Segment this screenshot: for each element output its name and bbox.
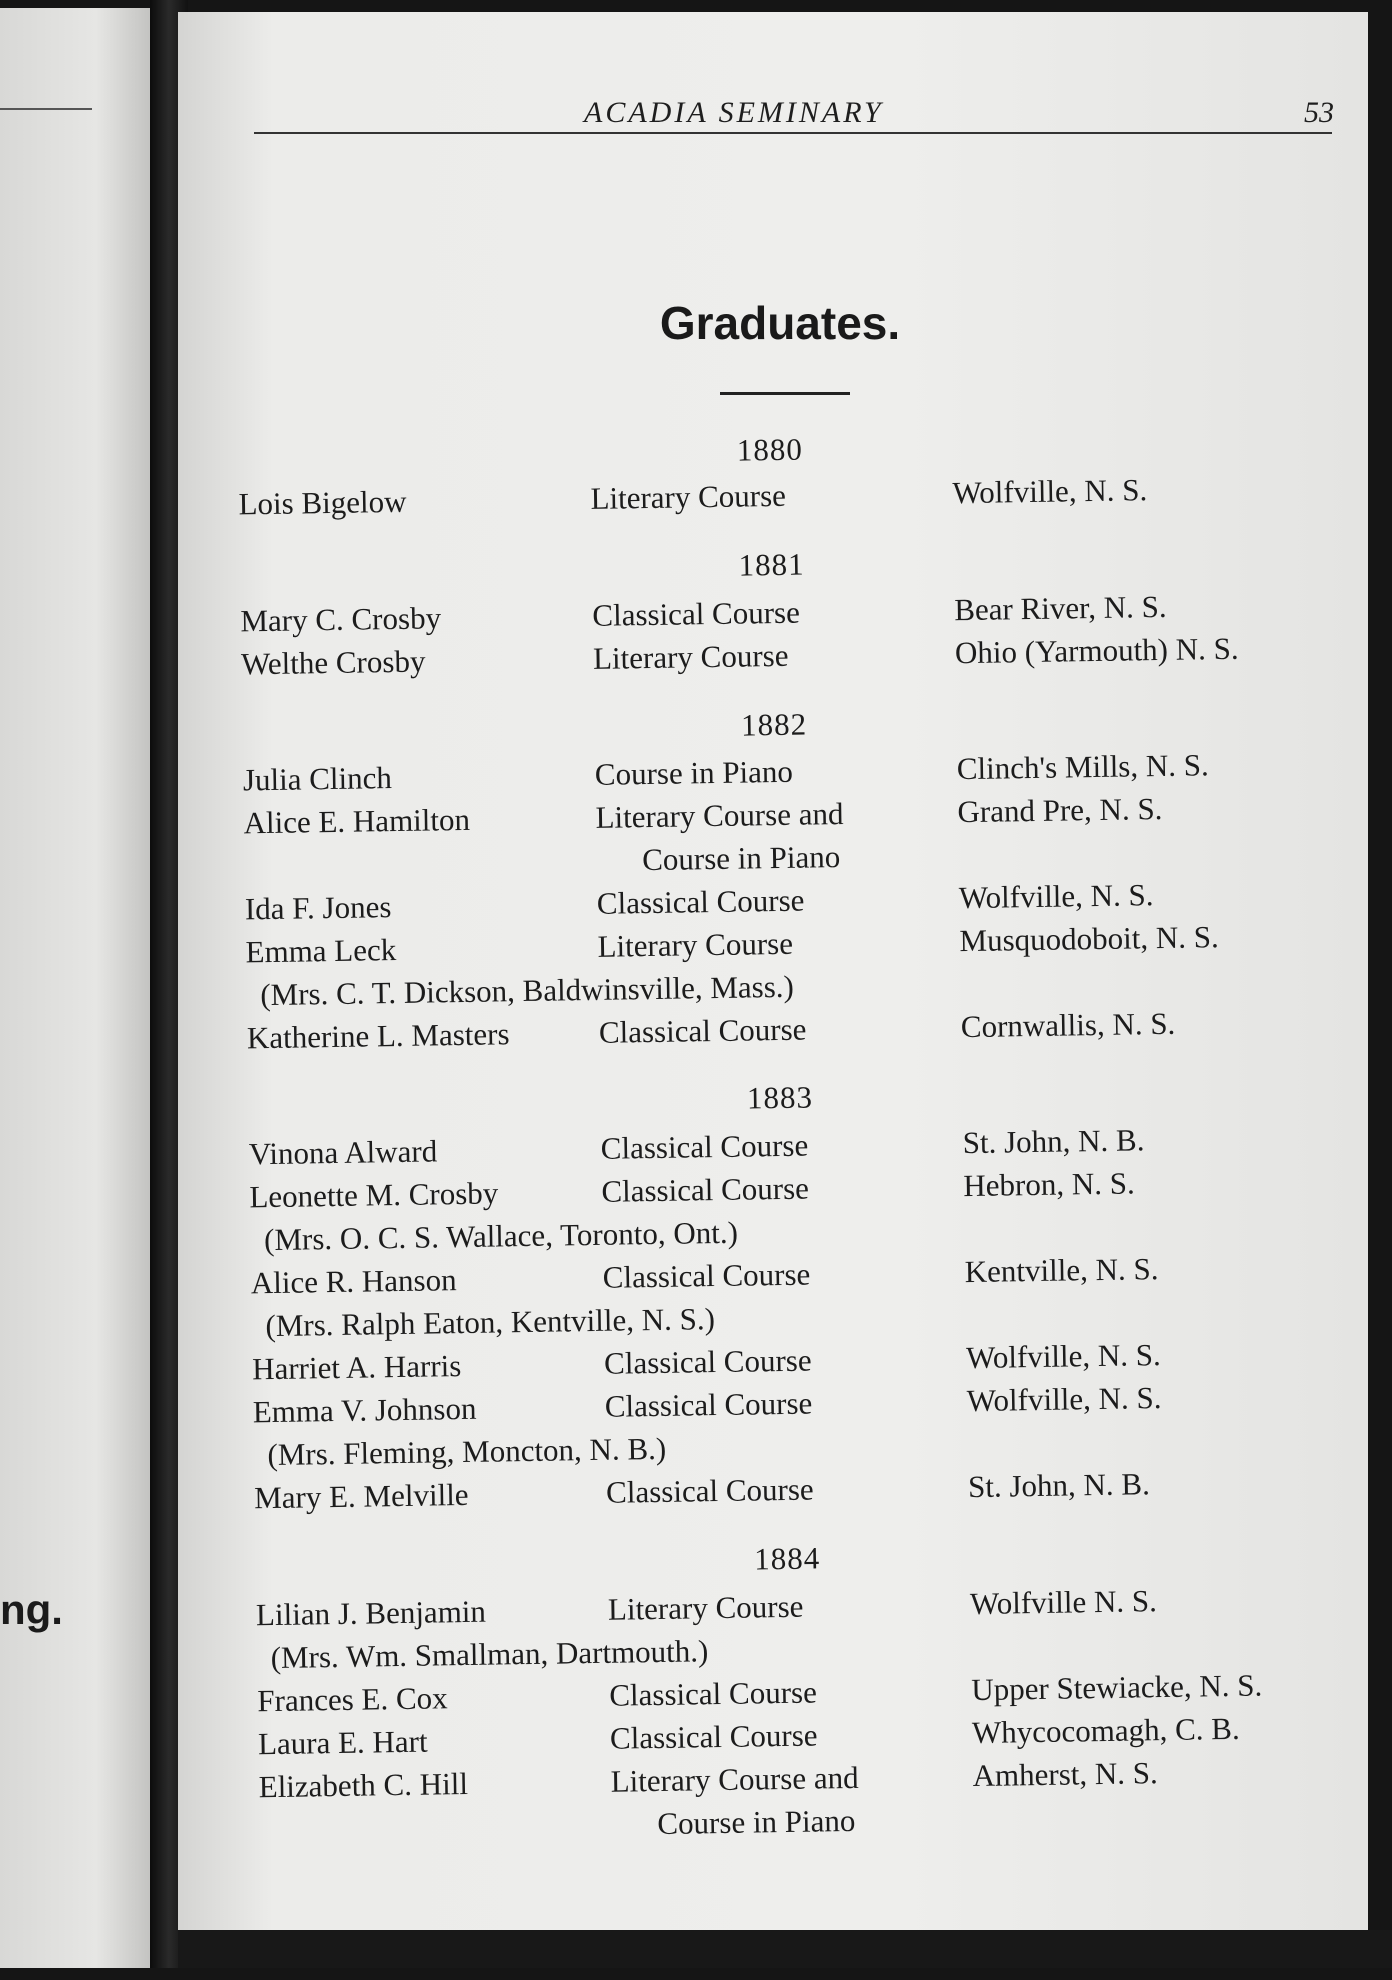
graduate-residence: Wolfville N. S. (969, 1583, 1158, 1622)
graduate-residence: Hebron, N. S. (963, 1165, 1135, 1204)
graduate-course: Literary Course (597, 925, 794, 964)
graduate-course: Classical Course (598, 1011, 807, 1050)
graduate-residence: Ohio (Yarmouth) N. S. (954, 630, 1239, 671)
graduate-residence: Wolfville, N. S. (966, 1380, 1162, 1419)
facing-page-text-fragment: ng. (0, 1586, 63, 1633)
graduate-name: Mary C. Crosby (240, 600, 442, 639)
graduate-course-continued: Course in Piano (657, 1802, 856, 1842)
graduate-course: Classical Course (592, 594, 801, 633)
graduate-married-name-note: (Mrs. Wm. Smallman, Dartmouth.) (270, 1633, 709, 1676)
graduate-name: Julia Clinch (242, 760, 393, 798)
graduate-name: Emma Leck (245, 932, 397, 970)
graduate-course: Literary Course and (595, 795, 844, 835)
graduate-married-name-note: (Mrs. Fleming, Moncton, N. B.) (267, 1430, 667, 1473)
graduate-residence: Whycocomagh, C. B. (971, 1710, 1240, 1751)
graduate-married-name-note: (Mrs. Ralph Eaton, Kentville, N. S.) (265, 1301, 716, 1344)
running-title: ACADIA SEMINARY (584, 96, 884, 129)
year-heading: 1880 (736, 431, 804, 468)
year-heading: 1884 (753, 1540, 821, 1577)
graduate-course: Classical Course (602, 1256, 811, 1295)
graduate-course: Literary Course (590, 477, 787, 516)
graduate-name: Alice R. Hanson (250, 1262, 457, 1301)
graduate-residence: St. John, N. B. (967, 1466, 1151, 1505)
graduate-residence: Amherst, N. S. (972, 1755, 1159, 1794)
graduate-course-continued: Course in Piano (641, 839, 841, 878)
graduate-name: Vinona Alward (248, 1133, 438, 1172)
graduate-course: Classical Course (604, 1385, 813, 1424)
graduate-residence: Kentville, N. S. (964, 1251, 1159, 1290)
section-heading: Graduates. (659, 297, 901, 349)
graduate-name: Emma V. Johnson (252, 1390, 477, 1430)
year-heading: 1882 (740, 706, 808, 743)
graduate-name: Mary E. Melville (253, 1476, 469, 1516)
graduate-course: Literary Course and (610, 1759, 859, 1799)
graduate-course: Classical Course (603, 1342, 812, 1381)
graduate-residence: Wolfville, N. S. (965, 1337, 1162, 1376)
graduate-course: Literary Course (607, 1588, 804, 1627)
graduate-name: Katherine L. Masters (246, 1016, 510, 1056)
graduate-married-name-note: (Mrs. O. C. S. Wallace, Toronto, Ont.) (263, 1214, 739, 1258)
graduate-residence: Clinch's Mills, N. S. (956, 747, 1209, 787)
graduate-course: Classical Course (605, 1471, 814, 1510)
graduate-course: Course in Piano (594, 753, 794, 792)
graduate-name: Frances E. Cox (257, 1680, 448, 1719)
page-number: 53 (1304, 96, 1334, 129)
graduate-residence: Wolfville, N. S. (952, 472, 1148, 511)
graduate-name: Ida F. Jones (244, 889, 392, 927)
graduate-name: Laura E. Hart (257, 1723, 428, 1762)
graduate-name: Leonette M. Crosby (249, 1175, 499, 1215)
graduate-course: Classical Course (600, 1127, 809, 1166)
graduate-name: Harriet A. Harris (251, 1348, 462, 1387)
year-heading: 1883 (746, 1079, 814, 1116)
graduate-residence: Upper Stewiacke, N. S. (971, 1667, 1263, 1708)
graduate-course: Classical Course (596, 882, 805, 921)
graduate-name: Alice E. Hamilton (243, 801, 471, 841)
graduate-residence: Musquodoboit, N. S. (959, 919, 1219, 959)
graduate-course: Classical Course (609, 1674, 818, 1713)
graduate-name: Lois Bigelow (238, 483, 407, 522)
graduate-name: Elizabeth C. Hill (258, 1765, 469, 1805)
graduate-name: Lilian J. Benjamin (255, 1593, 487, 1633)
graduate-residence: St. John, N. B. (962, 1122, 1145, 1161)
graduate-residence: Grand Pre, N. S. (957, 790, 1163, 830)
graduate-course: Classical Course (609, 1717, 818, 1756)
graduate-residence: Cornwallis, N. S. (960, 1005, 1176, 1045)
graduate-course: Classical Course (601, 1170, 810, 1209)
year-heading: 1881 (738, 546, 805, 583)
graduate-married-name-note: (Mrs. C. T. Dickson, Baldwinsville, Mass.) (260, 968, 795, 1013)
graduate-residence: Wolfville, N. S. (958, 877, 1154, 916)
graduate-name: Welthe Crosby (240, 643, 426, 682)
graduate-residence: Bear River, N. S. (954, 588, 1167, 628)
graduate-course: Literary Course (592, 637, 789, 676)
